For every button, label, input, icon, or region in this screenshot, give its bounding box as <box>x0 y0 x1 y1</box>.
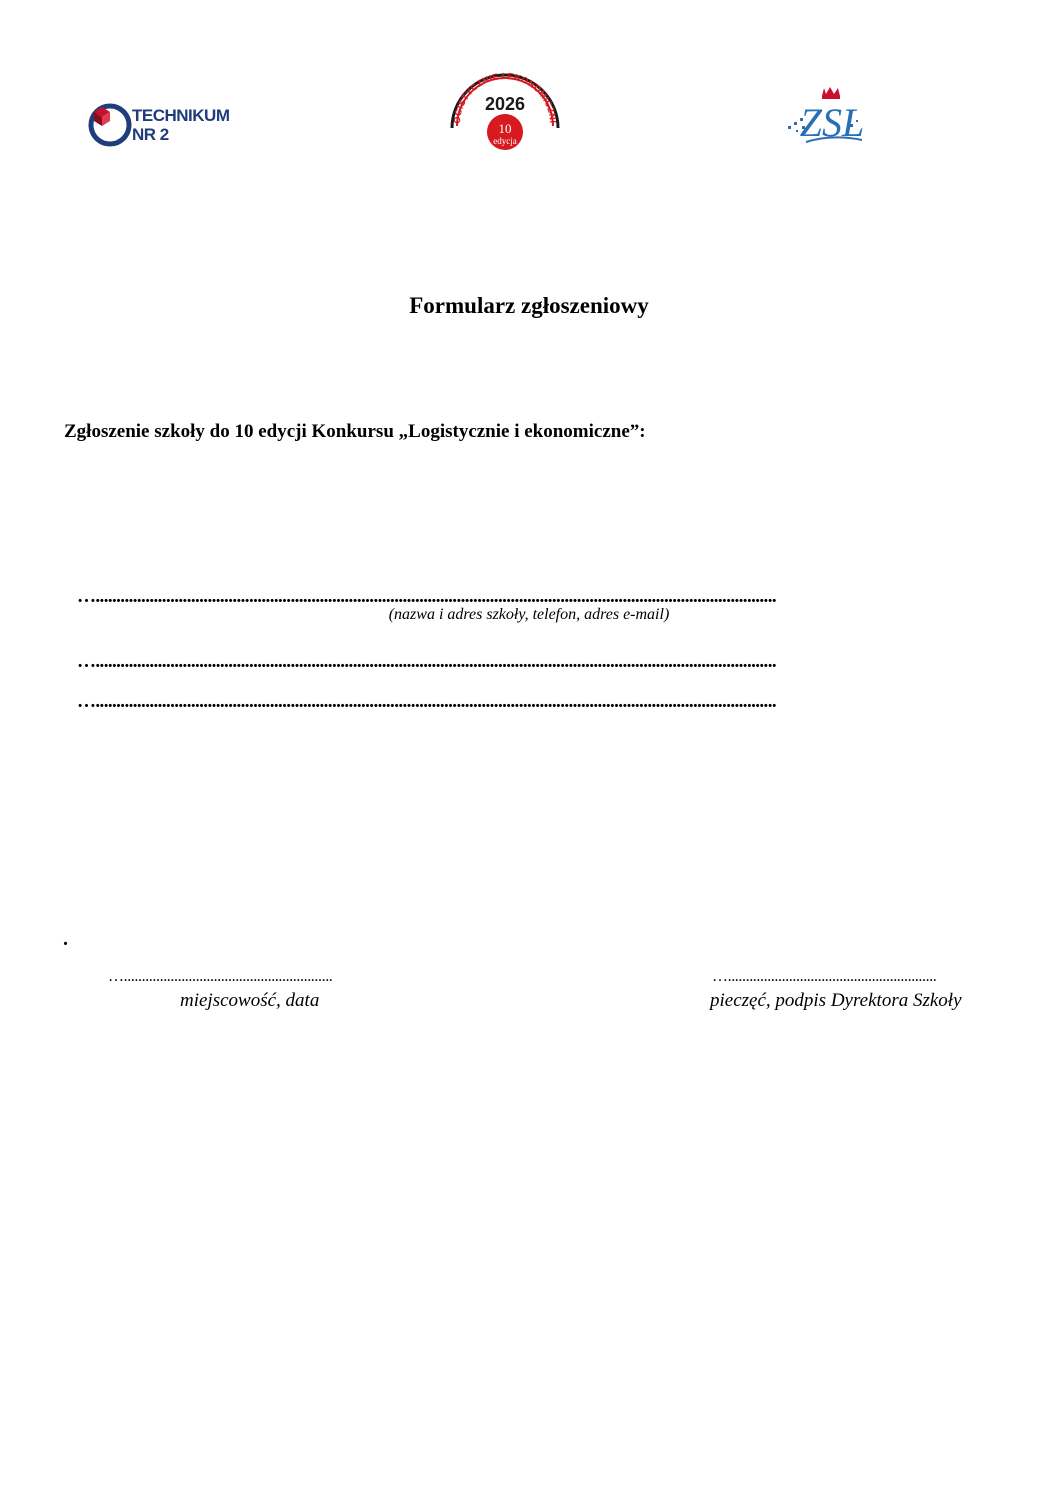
zsl-logo <box>784 84 876 150</box>
form-subtitle: Zgłoszenie szkoły do 10 edycji Konkursu „Logistycznie i ekonomiczne”: <box>64 421 646 442</box>
place-date-label: miejscowość, data <box>180 990 320 1011</box>
director-signature-line[interactable]: ….......................................................... <box>712 968 937 985</box>
school-info-hint: (nazwa i adres szkoły, telefon, adres e-mail) <box>388 606 670 623</box>
technikum-line2: NR 2 <box>132 125 169 144</box>
page-title: Formularz zgłoszeniowy <box>409 293 649 318</box>
place-date-line[interactable]: ….......................................................... <box>108 968 333 985</box>
konkurs-year: 2026 <box>484 94 526 114</box>
konkurs-arc-text: OGISTYCZNIE I EKONOMICZNI <box>451 70 559 125</box>
school-info-line-1[interactable]: ….................................................................................................................................................................... <box>77 586 777 607</box>
director-signature-label: pieczęć, podpis Dyrektora Szkoły <box>710 990 962 1011</box>
konkurs-edition-number: 10 <box>498 121 512 136</box>
konkurs-logo <box>446 66 564 152</box>
school-info-line-2[interactable]: ….................................................................................................................................................................... <box>77 651 777 672</box>
zsl-text: ZSL <box>799 100 865 145</box>
technikum-line1: TECHNIKUM <box>132 106 230 125</box>
technikum-logo <box>88 98 248 154</box>
konkurs-edition-word: edycja <box>493 136 517 146</box>
bullet-mark: . <box>63 928 68 950</box>
technikum-emblem-icon <box>88 98 134 150</box>
school-info-line-3[interactable]: ….................................................................................................................................................................... <box>77 691 777 712</box>
crown-icon <box>822 87 840 99</box>
